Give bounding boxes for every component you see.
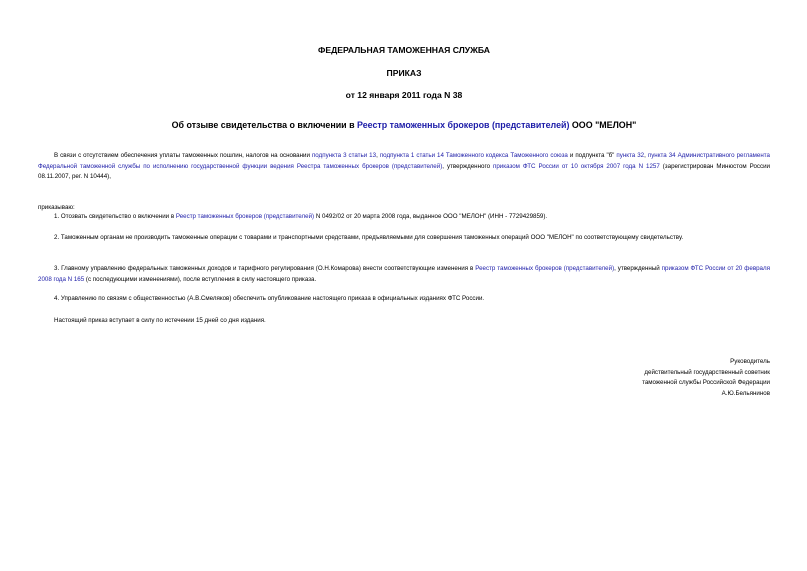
item-2-paragraph	[38, 233, 770, 244]
item-1-paragraph	[38, 212, 770, 223]
item-3-text-2: , утвержденный	[614, 265, 662, 272]
link-subpoint-3-article-13[interactable]: подпункта 3 статьи 13	[311, 152, 377, 159]
intro-text-2: ,	[376, 152, 380, 159]
document-page	[38, 0, 770, 571]
order-word: приказываю:	[38, 204, 75, 211]
title-suffix: ООО "МЕЛОН"	[569, 120, 637, 130]
item-3-text-1: 3. Главному управлению федеральных таможенных доходов и тарифного регулирования (О.Н.Комарова) внести соответствующие изменения в	[54, 265, 476, 272]
document-title	[38, 120, 770, 130]
doc-type-heading: ПРИКАЗ	[386, 68, 422, 78]
item-4-text-1: 4. Управлению по связям с общественностью (А.В.Смеляков) обеспечить опубликование настоящего приказа в официальных изданиях ФТС России.	[54, 295, 485, 302]
item-3-paragraph	[38, 264, 770, 285]
intro-paragraph	[38, 151, 770, 183]
effective-date-text: Настоящий приказ вступает в силу по истечении 15 дней со дня издания.	[54, 317, 266, 324]
signature-position: Руководитель	[730, 358, 770, 365]
signature-service: таможенной службы Российской Федерации	[642, 379, 770, 386]
item-3-registry-link[interactable]: Реестр таможенных брокеров (представителей)	[475, 265, 615, 272]
link-point-34[interactable]: пункта 34	[647, 152, 676, 159]
intro-text-7: (зарегистрирован Минюстом России 08.11.2007, рег. N 10444),	[38, 162, 771, 180]
date-number-heading: от 12 января 2011 года N 38	[345, 90, 463, 100]
item-1-registry-link[interactable]: Реестр таможенных брокеров (представителей)	[175, 213, 315, 220]
title-prefix: Об отзыве свидетельства о включении в	[171, 120, 358, 130]
intro-text-1: В связи с отсутствием обеспечения уплаты таможенных пошлин, налогов на основании	[54, 152, 312, 159]
item-3-order-165-link[interactable]: приказом ФТС России от 20 февраля 2008 года N 165	[38, 265, 770, 283]
item-3-text-3: (с последующими изменениями), после вступления в силу настоящего приказа.	[84, 275, 317, 283]
intro-text-3: и подпункта "б"	[567, 152, 617, 159]
link-order-1257[interactable]: приказом ФТС России от 10 октября 2007 года N 1257	[493, 162, 660, 170]
link-administrative-regulation[interactable]: Административного регламента Федеральной таможенной службы по исполнению государственной функции ведения Реестра таможенных брокеров (представителей)	[38, 152, 770, 170]
intro-text-6: , утвержденного	[442, 162, 493, 170]
link-subpoint-1-article-14[interactable]: подпункта 1 статьи 14 Таможенного кодекса Таможенного союза	[379, 152, 568, 159]
item-4-paragraph	[38, 294, 770, 305]
intro-text-4: ,	[644, 152, 648, 159]
item-1-text-1: 1. Отозвать свидетельство о включении в	[54, 213, 176, 220]
link-point-32[interactable]: пункта 32	[616, 152, 645, 159]
signature-name: А.Ю.Бельянинов	[721, 390, 770, 397]
signature-rank: действительный государственный советник	[644, 369, 770, 376]
agency-heading: ФЕДЕРАЛЬНАЯ ТАМОЖЕННАЯ СЛУЖБА	[318, 45, 490, 55]
effective-date-paragraph	[38, 316, 770, 327]
item-2-text-1: 2. Таможенным органам не производить таможенные операции с товарами и транспортными средствами, предъявляемыми для совершения таможенных операций ООО "МЕЛОН" по соответствующему свидетельству.	[54, 234, 684, 241]
item-1-text-2: N 0492/02 от 20 марта 2008 года, выданное ООО "МЕЛОН" (ИНН - 7729429859).	[314, 213, 548, 220]
title-registry-link[interactable]: Реестр таможенных брокеров (представителей)	[357, 120, 570, 130]
